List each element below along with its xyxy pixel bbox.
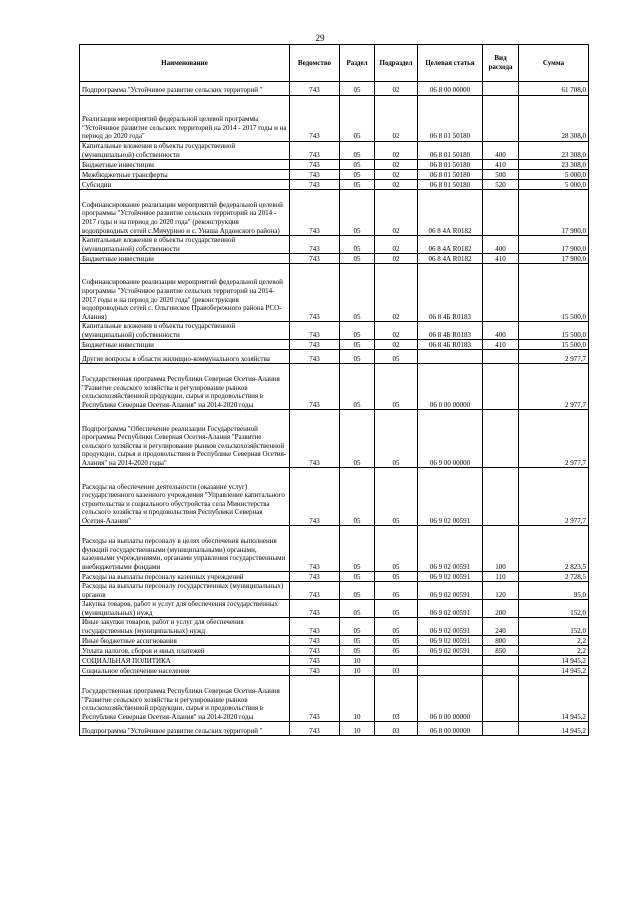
row-podrazdel-cell: 03: [375, 666, 418, 676]
row-name-cell: Закупка товаров, работ и услуг для обеспечения государственных (муниципальных) нужд: [80, 600, 290, 618]
table-row: [80, 254, 589, 264]
row-vid-cell: 520: [483, 180, 519, 190]
row-vid-cell: 850: [483, 646, 519, 656]
row-celevaya-cell: [418, 666, 483, 676]
row-vid-cell: 100: [483, 526, 519, 572]
row-summa-cell: 23 308,0: [519, 142, 589, 160]
row-razdel-cell: 05: [340, 264, 375, 322]
row-celevaya-cell: 06 8 00 00000: [418, 82, 483, 96]
table-row: [80, 340, 589, 350]
row-vedomstvo-cell: 743: [290, 468, 340, 526]
row-razdel-cell: 05: [340, 410, 375, 468]
header-summa: Сумма: [519, 45, 589, 82]
row-celevaya-cell: 06 8 4Б R0183: [418, 264, 483, 322]
row-name-cell: Субсидии: [80, 180, 290, 190]
row-podrazdel-cell: 05: [375, 572, 418, 582]
table-row: [80, 236, 589, 254]
row-vedomstvo-cell: 743: [290, 170, 340, 180]
row-summa-cell: 2 977,7: [519, 364, 589, 410]
row-podrazdel-cell: 03: [375, 676, 418, 722]
table-row: [80, 264, 589, 322]
header-name: Наименование: [80, 45, 290, 82]
row-razdel-cell: 10: [340, 666, 375, 676]
table-row: [80, 572, 589, 582]
row-summa-cell: 15 500,0: [519, 340, 589, 350]
row-vedomstvo-cell: 743: [290, 142, 340, 160]
header-celevaya-statya: Целевая статья: [418, 45, 483, 82]
row-summa-cell: 2 728,5: [519, 572, 589, 582]
row-celevaya-cell: 06 0 00 00000: [418, 364, 483, 410]
row-vedomstvo-cell: 743: [290, 364, 340, 410]
row-razdel-cell: 05: [340, 618, 375, 636]
row-vedomstvo-cell: 743: [290, 646, 340, 656]
row-vid-cell: [483, 656, 519, 666]
row-vedomstvo-cell: 743: [290, 666, 340, 676]
row-podrazdel-cell: 02: [375, 160, 418, 170]
row-vid-cell: [483, 350, 519, 364]
row-celevaya-cell: 06 9 02 00591: [418, 582, 483, 600]
row-vedomstvo-cell: 743: [290, 190, 340, 236]
row-podrazdel-cell: 02: [375, 190, 418, 236]
row-celevaya-cell: 06 9 00 00000: [418, 410, 483, 468]
row-vedomstvo-cell: 743: [290, 96, 340, 142]
row-podrazdel-cell: 02: [375, 236, 418, 254]
row-razdel-cell: 05: [340, 364, 375, 410]
table-row: [80, 190, 589, 236]
page-number: 29: [315, 33, 325, 43]
row-summa-cell: 2,2: [519, 646, 589, 656]
row-celevaya-cell: 06 9 02 00591: [418, 600, 483, 618]
row-celevaya-cell: 06 9 02 00591: [418, 572, 483, 582]
row-summa-cell: 5 000,0: [519, 180, 589, 190]
row-vid-cell: 400: [483, 236, 519, 254]
row-podrazdel-cell: 02: [375, 254, 418, 264]
row-summa-cell: 15 500,0: [519, 322, 589, 340]
row-razdel-cell: 05: [340, 526, 375, 572]
row-name-cell: Расходы на выплаты персоналу в целях обеспечения выполнения функций государственными (муниципальными) органами, казенными учреждениями, органами управления государственными внебюджетными фондами: [80, 526, 290, 572]
row-vid-cell: 500: [483, 170, 519, 180]
row-celevaya-cell: 06 8 4А R0182: [418, 236, 483, 254]
row-vid-cell: [483, 364, 519, 410]
row-vedomstvo-cell: 743: [290, 82, 340, 96]
row-name-cell: Межбюджетные трансферты: [80, 170, 290, 180]
table-row: [80, 364, 589, 410]
header-razdel: Раздел: [340, 45, 375, 82]
row-name-cell: Бюджетные инвестиции: [80, 160, 290, 170]
row-celevaya-cell: 06 8 00 00000: [418, 722, 483, 736]
row-name-cell: Реализация мероприятий федеральной целевой программы "Устойчивое развитие сельских территорий на 2014 - 2017 годы и на период до 2020 года": [80, 96, 290, 142]
table-row: [80, 350, 589, 364]
row-vedomstvo-cell: 743: [290, 410, 340, 468]
row-razdel-cell: 05: [340, 322, 375, 340]
row-summa-cell: 2 823,5: [519, 526, 589, 572]
table-row: [80, 468, 589, 526]
row-razdel-cell: 05: [340, 350, 375, 364]
row-razdel-cell: 10: [340, 722, 375, 736]
row-vedomstvo-cell: 743: [290, 322, 340, 340]
table-row: [80, 526, 589, 572]
row-name-cell: Социальное обеспечение населения: [80, 666, 290, 676]
row-celevaya-cell: 06 8 01 50180: [418, 170, 483, 180]
row-name-cell: Иные закупки товаров, работ и услуг для обеспечения государственных (муниципальных) нужд: [80, 618, 290, 636]
row-razdel-cell: 05: [340, 96, 375, 142]
row-name-cell: Уплата налогов, сборов и иных платежей: [80, 646, 290, 656]
row-celevaya-cell: [418, 656, 483, 666]
row-vid-cell: [483, 666, 519, 676]
row-vedomstvo-cell: 743: [290, 264, 340, 322]
row-razdel-cell: 05: [340, 636, 375, 646]
row-celevaya-cell: 06 0 00 00000: [418, 676, 483, 722]
row-podrazdel-cell: 02: [375, 142, 418, 160]
row-razdel-cell: 05: [340, 142, 375, 160]
table-row: [80, 410, 589, 468]
row-summa-cell: 2 977,7: [519, 350, 589, 364]
row-name-cell: Расходы на выплаты персоналу казенных учреждений: [80, 572, 290, 582]
row-name-cell: Подпрограмма "Обеспечение реализации Государственной программы Республики Северная Осетия-Алания "Развитие сельского хозяйства и регулирование рынков сельскохозяйственной продукции, сырья и продовольствия в Республике Северная Осетия-Алания" на 2014-2020 годы": [80, 410, 290, 468]
budget-table: [79, 44, 589, 736]
row-name-cell: Государственная программа Республики Северная Осетия-Алания "Развитие сельского хозяйства и регулирование рынков сельскохозяйственной продукции, сырья и продовольствия в Республике Северная Осетия-Алания" на 2014-2020 годы: [80, 364, 290, 410]
row-podrazdel-cell: [375, 656, 418, 666]
row-celevaya-cell: [418, 350, 483, 364]
row-summa-cell: 14 945,2: [519, 676, 589, 722]
row-celevaya-cell: 06 8 01 50180: [418, 96, 483, 142]
row-summa-cell: 14 945,2: [519, 722, 589, 736]
row-summa-cell: 5 000,0: [519, 170, 589, 180]
row-razdel-cell: 05: [340, 582, 375, 600]
row-vedomstvo-cell: 743: [290, 254, 340, 264]
row-vedomstvo-cell: 743: [290, 656, 340, 666]
row-vid-cell: [483, 96, 519, 142]
row-vid-cell: 200: [483, 600, 519, 618]
row-vid-cell: [483, 82, 519, 96]
table-row: [80, 666, 589, 676]
row-vid-cell: [483, 190, 519, 236]
row-celevaya-cell: 06 8 01 50180: [418, 160, 483, 170]
table-row: [80, 180, 589, 190]
row-vedomstvo-cell: 743: [290, 618, 340, 636]
row-celevaya-cell: 06 8 01 50180: [418, 180, 483, 190]
row-vedomstvo-cell: 743: [290, 636, 340, 646]
row-vid-cell: 400: [483, 142, 519, 160]
row-celevaya-cell: 06 8 4Б R0183: [418, 340, 483, 350]
row-celevaya-cell: 06 9 02 00591: [418, 618, 483, 636]
row-celevaya-cell: 06 9 02 00591: [418, 636, 483, 646]
row-name-cell: Бюджетные инвестиции: [80, 254, 290, 264]
row-vedomstvo-cell: 743: [290, 572, 340, 582]
table-row: [80, 646, 589, 656]
row-name-cell: Другие вопросы в области жилищно-коммунального хозяйства: [80, 350, 290, 364]
row-vid-cell: [483, 468, 519, 526]
row-podrazdel-cell: 03: [375, 722, 418, 736]
row-summa-cell: 95,0: [519, 582, 589, 600]
row-summa-cell: 23 308,0: [519, 160, 589, 170]
table-row: [80, 160, 589, 170]
header-vedomstvo: Ведомство: [290, 45, 340, 82]
row-summa-cell: 28 308,0: [519, 96, 589, 142]
row-summa-cell: 61 708,0: [519, 82, 589, 96]
row-name-cell: Софинансирование реализации мероприятий федеральной целевой программы "Устойчивое развитие сельских территорий на 2014 - 2017 годы и на период до 2020 года" (реконструкция водопроводных сетей с.Мичурино и с. Унаша Ардонского района): [80, 190, 290, 236]
row-celevaya-cell: 06 9 02 00591: [418, 468, 483, 526]
table-row: [80, 82, 589, 96]
row-name-cell: СОЦИАЛЬНАЯ ПОЛИТИКА: [80, 656, 290, 666]
row-name-cell: Софинансирование реализации мероприятий федеральной целевой программы "Устойчивое развитие сельских территорий на 2014-2017 годы и на период до 2020 года" (реконструкция водопроводных сетей с. Ольгинское Правобережного района РСО- Алания): [80, 264, 290, 322]
row-name-cell: Расходы на обеспечение деятельности (оказание услуг) государственного казенного учреждения "Управление капитального строительства и социального обустройства села Министерства сельского хозяйства и продовольствия Республики Северная Осетия-Алания": [80, 468, 290, 526]
row-name-cell: Подпрограмма "Устойчивое развитие сельских территорий ": [80, 82, 290, 96]
row-vid-cell: 800: [483, 636, 519, 646]
row-podrazdel-cell: 05: [375, 646, 418, 656]
row-razdel-cell: 05: [340, 82, 375, 96]
row-razdel-cell: 05: [340, 600, 375, 618]
row-podrazdel-cell: 05: [375, 526, 418, 572]
row-vedomstvo-cell: 743: [290, 236, 340, 254]
row-podrazdel-cell: 02: [375, 82, 418, 96]
row-summa-cell: 17 900,0: [519, 236, 589, 254]
table-row: [80, 656, 589, 666]
row-celevaya-cell: 06 9 02 00591: [418, 526, 483, 572]
row-vid-cell: 410: [483, 340, 519, 350]
row-podrazdel-cell: 02: [375, 180, 418, 190]
row-razdel-cell: 05: [340, 236, 375, 254]
row-vedomstvo-cell: 743: [290, 582, 340, 600]
row-summa-cell: 17 900,0: [519, 190, 589, 236]
row-vedomstvo-cell: 743: [290, 676, 340, 722]
table-row: [80, 96, 589, 142]
row-name-cell: Иные бюджетные ассигнования: [80, 636, 290, 646]
row-vid-cell: 400: [483, 322, 519, 340]
table-row: [80, 600, 589, 618]
row-podrazdel-cell: 02: [375, 96, 418, 142]
row-podrazdel-cell: 02: [375, 170, 418, 180]
table-row: [80, 618, 589, 636]
row-podrazdel-cell: 05: [375, 618, 418, 636]
row-vedomstvo-cell: 743: [290, 160, 340, 170]
row-name-cell: Подпрограмма "Устойчивое развитие сельских территорий ": [80, 722, 290, 736]
row-razdel-cell: 05: [340, 170, 375, 180]
row-celevaya-cell: 06 8 4А R0182: [418, 190, 483, 236]
row-razdel-cell: 05: [340, 254, 375, 264]
row-podrazdel-cell: 02: [375, 340, 418, 350]
table-row: [80, 676, 589, 722]
table-row: [80, 636, 589, 646]
row-podrazdel-cell: 02: [375, 264, 418, 322]
row-razdel-cell: 05: [340, 572, 375, 582]
row-vedomstvo-cell: 743: [290, 180, 340, 190]
row-name-cell: Капитальные вложения в объекты государственной (муниципальной) собственности: [80, 236, 290, 254]
row-vid-cell: [483, 722, 519, 736]
row-name-cell: Капитальные вложения в объекты государственной (муниципальной) собственности: [80, 322, 290, 340]
row-summa-cell: 2,2: [519, 636, 589, 646]
table-body: [80, 82, 589, 736]
row-summa-cell: 152,0: [519, 600, 589, 618]
header-podrazdel: Подраздел: [375, 45, 418, 82]
row-vid-cell: 410: [483, 160, 519, 170]
table-header-row: [80, 45, 589, 82]
row-razdel-cell: 05: [340, 468, 375, 526]
row-name-cell: Капитальные вложения в объекты государственной (муниципальной) собственности: [80, 142, 290, 160]
row-vid-cell: 120: [483, 582, 519, 600]
row-celevaya-cell: 06 8 4А R0182: [418, 254, 483, 264]
row-podrazdel-cell: 05: [375, 468, 418, 526]
row-vedomstvo-cell: 743: [290, 600, 340, 618]
row-vid-cell: [483, 264, 519, 322]
row-podrazdel-cell: 05: [375, 582, 418, 600]
row-razdel-cell: 05: [340, 646, 375, 656]
row-vid-cell: [483, 676, 519, 722]
row-podrazdel-cell: 05: [375, 600, 418, 618]
row-vedomstvo-cell: 743: [290, 350, 340, 364]
row-name-cell: Расходы на выплаты персоналу государственных (муниципальных) органов: [80, 582, 290, 600]
row-razdel-cell: 10: [340, 676, 375, 722]
table-row: [80, 582, 589, 600]
row-summa-cell: 2 977,7: [519, 410, 589, 468]
row-vid-cell: [483, 410, 519, 468]
row-summa-cell: 17 900,0: [519, 254, 589, 264]
header-vid-raskhoda: Вид расхода: [483, 45, 519, 82]
row-summa-cell: 152,0: [519, 618, 589, 636]
row-razdel-cell: 05: [340, 180, 375, 190]
row-vid-cell: 110: [483, 572, 519, 582]
row-razdel-cell: 10: [340, 656, 375, 666]
row-name-cell: Государственная программа Республики Северная Осетия-Алания "Развитие сельского хозяйства и регулирование рынков сельскохозяйственной продукции, сырья и продовольствия в Республике Северная Осетия-Алания" на 2014-2020 годы: [80, 676, 290, 722]
row-name-cell: Бюджетные инвестиции: [80, 340, 290, 350]
row-vid-cell: 410: [483, 254, 519, 264]
row-summa-cell: 14 945,2: [519, 656, 589, 666]
table-row: [80, 722, 589, 736]
row-podrazdel-cell: 05: [375, 364, 418, 410]
row-vedomstvo-cell: 743: [290, 722, 340, 736]
row-vedomstvo-cell: 743: [290, 340, 340, 350]
row-summa-cell: 2 977,7: [519, 468, 589, 526]
table-row: [80, 142, 589, 160]
row-summa-cell: 15 500,0: [519, 264, 589, 322]
row-razdel-cell: 05: [340, 160, 375, 170]
row-podrazdel-cell: 05: [375, 636, 418, 646]
row-vedomstvo-cell: 743: [290, 526, 340, 572]
row-razdel-cell: 05: [340, 190, 375, 236]
table-row: [80, 170, 589, 180]
row-vid-cell: 240: [483, 618, 519, 636]
row-celevaya-cell: 06 9 02 00591: [418, 646, 483, 656]
table-row: [80, 322, 589, 340]
row-podrazdel-cell: 05: [375, 350, 418, 364]
row-summa-cell: 14 945,2: [519, 666, 589, 676]
row-celevaya-cell: 06 8 01 50180: [418, 142, 483, 160]
row-razdel-cell: 05: [340, 340, 375, 350]
row-podrazdel-cell: 05: [375, 410, 418, 468]
row-podrazdel-cell: 02: [375, 322, 418, 340]
row-celevaya-cell: 06 8 4Б R0183: [418, 322, 483, 340]
